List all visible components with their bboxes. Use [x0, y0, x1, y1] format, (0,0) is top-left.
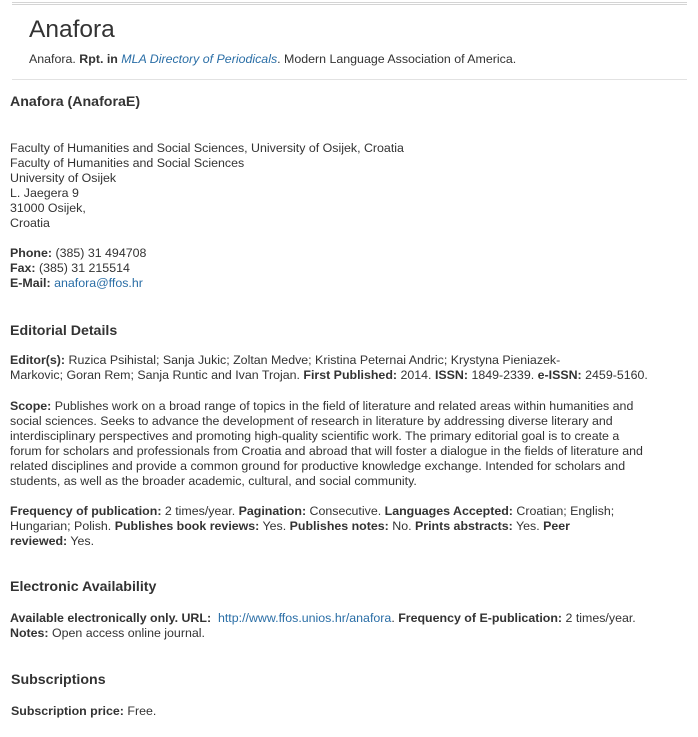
languages-value-2: Hungarian; Polish. [10, 519, 112, 533]
record-header [12, 7, 687, 80]
electronic-block [10, 611, 690, 641]
first-published-value: 2014. [400, 368, 432, 382]
phone-value: (385) 31 494708 [55, 246, 147, 260]
eissn-value: 2459-5160. [585, 368, 648, 382]
rpt-in-label: Rpt. in [79, 52, 118, 66]
subscriptions-block [11, 704, 156, 719]
subscription-price-value: Free. [127, 704, 157, 718]
email-line [10, 276, 146, 291]
subscription-price-line [11, 704, 156, 719]
electronic-notes-value: Open access online journal. [52, 626, 205, 640]
address-line: Faculty of Humanities and Social Sciences, University of Osijek, Croatia [10, 141, 404, 155]
editors-label: Editor(s): [10, 353, 66, 367]
contact-block [10, 246, 146, 291]
editors-value-1: Ruzica Psihistal; Sanja Jukic; Zoltan Medve; Kristina Peternai Andric; Krystyna Pieniazek- [68, 353, 561, 367]
scope-text: Publishes work on a broad range of topics in the field of literature and related areas within humanities and [54, 399, 634, 413]
e-frequency-label: Frequency of E-publication: [398, 611, 563, 625]
address-block [10, 141, 404, 231]
issn-value: 1849-2339. [471, 368, 535, 382]
details-line-3 [10, 534, 690, 549]
scope-label: Scope: [10, 399, 52, 413]
languages-label: Languages Accepted: [384, 504, 513, 518]
peer-label-2: reviewed: [10, 534, 68, 548]
issn-label: ISSN: [434, 368, 468, 382]
fax-value: (385) 31 215514 [38, 261, 130, 275]
electronic-heading: Electronic Availability [10, 579, 157, 595]
eissn-label: e-ISSN: [537, 368, 582, 382]
details-line-2 [10, 519, 690, 534]
email-link[interactable]: anafora@ffos.hr [54, 276, 143, 290]
page-title: Anafora [29, 16, 115, 43]
scope-line: students, as well as the broader academic, cultural, and social community. [10, 474, 417, 488]
editorial-heading: Editorial Details [10, 323, 118, 339]
languages-value-1: Croatian; English; [516, 504, 615, 518]
fax-label: Fax: [10, 261, 36, 275]
scope-line: related disciplines and provide a common ground for productive knowledge exchange. Intended for scholars and [10, 459, 626, 473]
phone-label: Phone: [10, 246, 52, 260]
scope-line: forum for scholars and professionals from Croatia and abroad that will foster a dialogue in the fields of literature and [10, 444, 643, 458]
fax-line [10, 261, 146, 276]
subscriptions-heading: Subscriptions [11, 672, 106, 688]
citation-suffix: . Modern Language Association of America. [277, 52, 517, 66]
editors-block [10, 353, 690, 383]
pagination-label: Pagination: [238, 504, 307, 518]
scope-line: interdisciplinary perspectives and promoting high-quality scientific work. The primary editorial goal is to create a [10, 429, 620, 443]
citation-prefix: Anafora. [29, 52, 76, 66]
pagination-value: Consecutive. [309, 504, 382, 518]
editors-value-2: Markovic; Goran Rem; Sanja Runtic and Ivan Trojan. [10, 368, 300, 382]
available-label: Available electronically only [10, 611, 175, 625]
journal-url-link[interactable]: http://www.ffos.unios.hr/anafora [217, 611, 392, 625]
address-line: L. Jaegera 9 [10, 186, 79, 200]
publication-details [10, 504, 690, 549]
address-line: 31000 Osijek, [10, 201, 86, 215]
electronic-line-2 [10, 626, 690, 641]
email-label: E-Mail: [10, 276, 51, 290]
frequency-label: Frequency of publication: [10, 504, 162, 518]
electronic-line-1: Available electronically only. URL: http://www.ffos.unios.hr/anafora. Frequency of E-publication: 2 times/year. [10, 611, 636, 625]
address-line: Faculty of Humanities and Social Sciences [10, 156, 245, 170]
abstracts-label: Prints abstracts: [415, 519, 513, 533]
scope-line: social sciences. Seeks to advance the development of research in literature by addressing diverse literary and [10, 414, 613, 428]
url-label: . URL: [174, 611, 212, 625]
journal-heading: Anafora (AnaforaE) [10, 94, 141, 110]
phone-line [10, 246, 146, 261]
editors-line-1 [10, 353, 690, 368]
peer-label-1: Peer [543, 519, 570, 533]
subscription-price-label: Subscription price: [11, 704, 124, 718]
book-reviews-label: Publishes book reviews: [114, 519, 260, 533]
e-frequency-value: 2 times/year. [565, 611, 636, 625]
first-published-label: First Published: [303, 368, 398, 382]
notes-label: Publishes notes: [289, 519, 389, 533]
book-reviews-value: Yes. [262, 519, 287, 533]
directory-link[interactable]: MLA Directory of Periodicals [121, 52, 278, 66]
address-line: University of Osijek [10, 171, 117, 185]
details-line-1 [10, 504, 690, 519]
top-border [12, 2, 687, 5]
electronic-notes-label: Notes: [10, 626, 49, 640]
scope-line-1 [10, 399, 690, 414]
frequency-value: 2 times/year. [164, 504, 236, 518]
abstracts-value: Yes. [516, 519, 540, 533]
citation [29, 52, 516, 66]
editors-line-2 [10, 368, 690, 383]
notes-value: No. [392, 519, 412, 533]
peer-value: Yes. [70, 534, 95, 548]
address-line: Croatia [10, 216, 50, 230]
scope-block [10, 399, 690, 489]
